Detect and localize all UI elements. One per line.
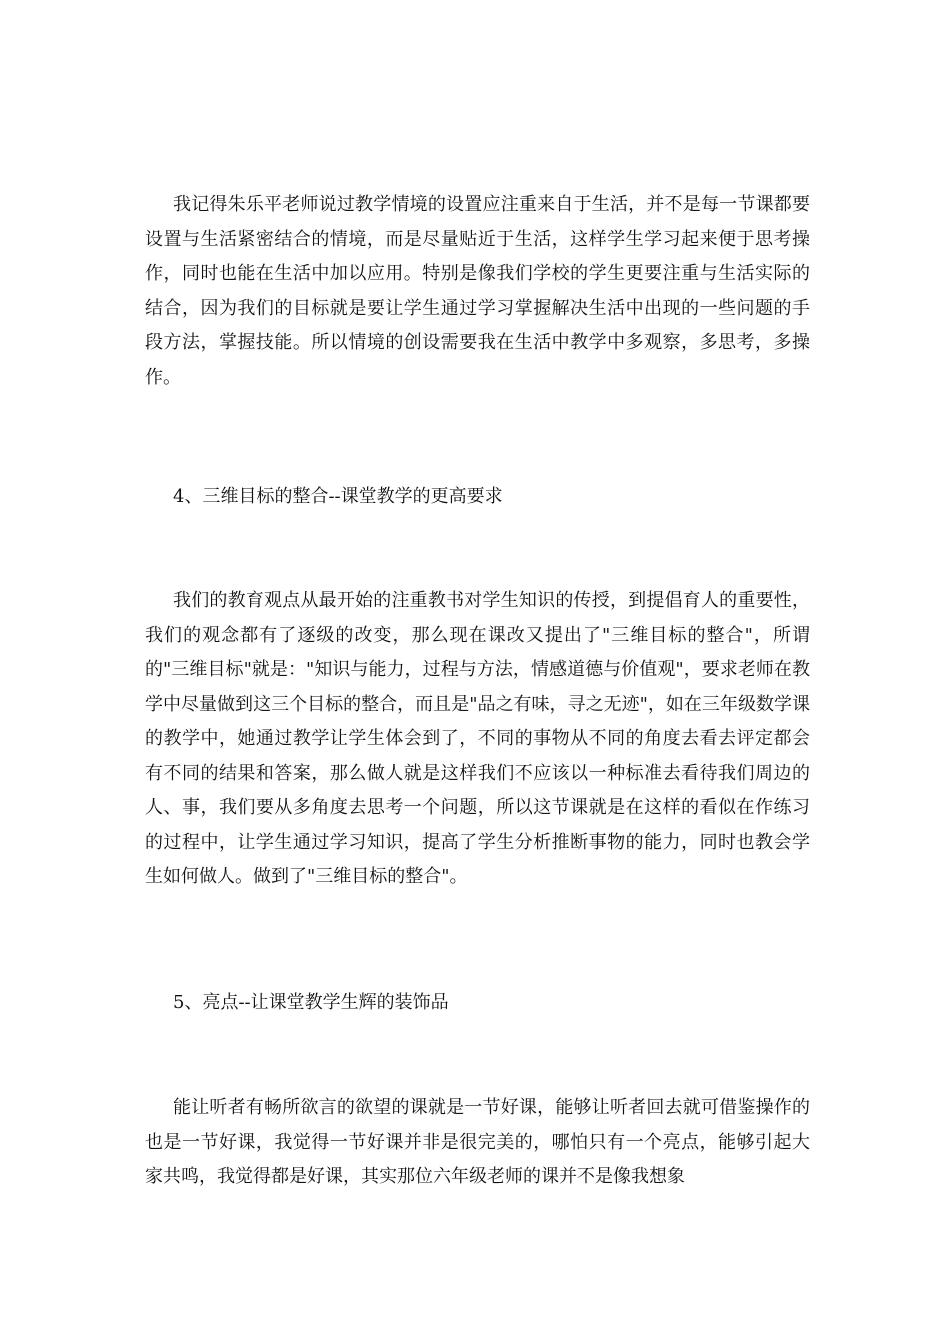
- section-heading-4: 4、三维目标的整合--课堂教学的更高要求: [173, 486, 503, 507]
- body-paragraph: 我记得朱乐平老师说过教学情境的设置应注重来自于生活，并不是每一节课都要设置与生活紧密结合的情境，而是尽量贴近于生活，这样学生学习起来便于思考操作，同时也能在生活中加以应用。特别是像我们学校的学生更要注重与生活实际的结合，因为我们的目标就是要让学生通过学习掌握解决生活中出现的一些问题的手段方法，掌握技能。所以情境的创设需要我在生活中教学中多观察，多思考，多操作。: [145, 194, 810, 388]
- body-paragraph: 能让听者有畅所欲言的欲望的课就是一节好课，能够让听者回去就可借鉴操作的也是一节好课，我觉得一节好课并非是很完美的，哪怕只有一个亮点，能够引起大家共鸣，我觉得都是好课，其实那位六年级老师的课并不是像我想象: [145, 1097, 810, 1187]
- body-paragraph: 我们的教育观点从最开始的注重教书对学生知识的传授，到提倡育人的重要性，我们的观念都有了逐级的改变，那么现在课改又提出了"三维目标的整合"，所谓的"三维目标"就是："知识与能力，过程与方法，情感道德与价值观"，要求老师在教学中尽量做到这三个目标的整合，而且是"品之有味，寻之无迹"，如在三年级数学课的教学中，她通过教学让学生体会到了，不同的事物从不同的角度去看去评定都会有不同的结果和答案，那么做人就是这样我们不应该以一种标准去看待我们周边的人、事，我们要从多角度去思考一个问题，所以这节课就是在这样的看似在作练习的过程中，让学生通过学习知识，提高了学生分析推断事物的能力，同时也教会学生如何做人。做到了"三维目标的整合"。: [145, 590, 810, 887]
- section-heading-5: 5、亮点--让课堂教学生辉的装饰品: [173, 992, 449, 1013]
